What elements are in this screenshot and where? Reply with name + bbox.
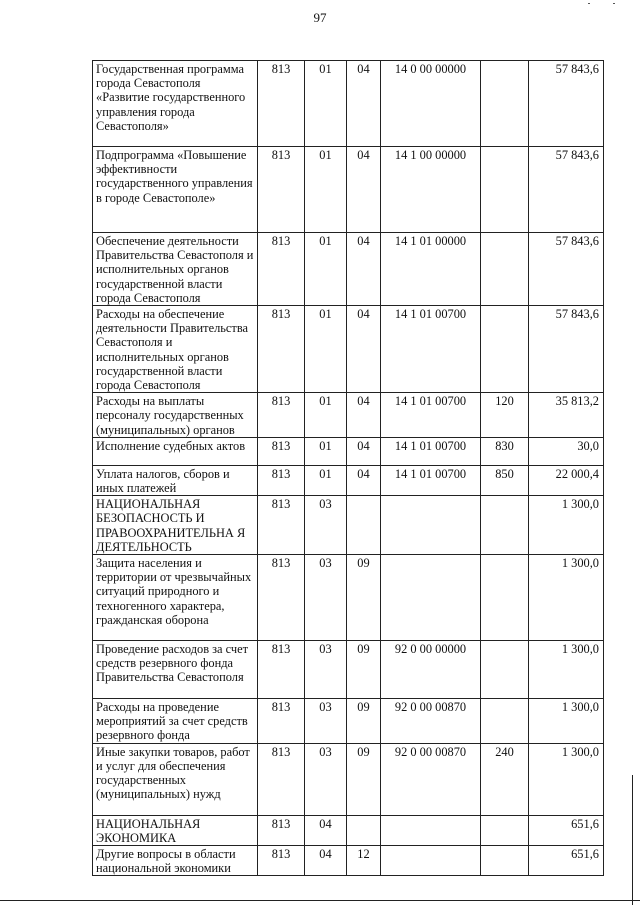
cell-target-article	[381, 846, 481, 876]
cell-subsection: 04	[347, 393, 381, 438]
cell-name: Подпрограмма «Повышение эффективности государственного управления в городе Севастополе»	[93, 147, 258, 233]
cell-expense-type	[481, 496, 529, 555]
cell-amount: 1 300,0	[529, 699, 604, 744]
table-row	[93, 815, 604, 845]
cell-ministry-code: 813	[258, 743, 305, 815]
table-row	[93, 233, 604, 306]
cell-ministry-code: 813	[258, 147, 305, 233]
cell-target-article: 14 1 01 00700	[381, 393, 481, 438]
cell-expense-type: 850	[481, 465, 529, 495]
cell-target-article: 92 0 00 00000	[381, 641, 481, 699]
cell-ministry-code: 813	[258, 815, 305, 845]
budget-table	[92, 60, 604, 876]
cell-ministry-code: 813	[258, 437, 305, 465]
cell-name: Обеспечение деятельности Правительства Севастополя и исполнительных органов государственной власти города Севастополя	[93, 233, 258, 306]
cell-name: Исполнение судебных актов	[93, 437, 258, 465]
cell-subsection: 12	[347, 846, 381, 876]
cell-name: Иные закупки товаров, работ и услуг для обеспечения государственных (муниципальных) нужд	[93, 743, 258, 815]
cell-expense-type: 120	[481, 393, 529, 438]
table-row	[93, 393, 604, 438]
cell-subsection: 04	[347, 233, 381, 306]
cell-ministry-code: 813	[258, 233, 305, 306]
cell-target-article	[381, 555, 481, 641]
cell-name: НАЦИОНАЛЬНАЯ БЕЗОПАСНОСТЬ И ПРАВООХРАНИТЕЛЬНА Я ДЕЯТЕЛЬНОСТЬ	[93, 496, 258, 555]
cell-subsection: 04	[347, 147, 381, 233]
cell-amount: 57 843,6	[529, 61, 604, 147]
cell-amount: 57 843,6	[529, 147, 604, 233]
table-row	[93, 465, 604, 495]
cell-name: Расходы на обеспечение деятельности Правительства Севастополя и исполнительных органов государственной власти города Севастополя	[93, 306, 258, 393]
cell-subsection: 09	[347, 555, 381, 641]
cell-section: 03	[305, 641, 347, 699]
cell-expense-type: 830	[481, 437, 529, 465]
cell-section: 04	[305, 846, 347, 876]
cell-subsection: 04	[347, 465, 381, 495]
cell-subsection	[347, 496, 381, 555]
cell-target-article	[381, 815, 481, 845]
cell-target-article: 14 1 01 00700	[381, 465, 481, 495]
cell-target-article: 14 0 00 00000	[381, 61, 481, 147]
cell-ministry-code: 813	[258, 465, 305, 495]
table-row	[93, 496, 604, 555]
table-row	[93, 641, 604, 699]
cell-expense-type	[481, 233, 529, 306]
cell-amount: 651,6	[529, 815, 604, 845]
cell-amount: 30,0	[529, 437, 604, 465]
cell-subsection: 09	[347, 743, 381, 815]
table-row	[93, 147, 604, 233]
cell-ministry-code: 813	[258, 306, 305, 393]
cell-section: 03	[305, 699, 347, 744]
cell-amount: 57 843,6	[529, 306, 604, 393]
cell-name: Расходы на проведение мероприятий за счет средств резервного фонда	[93, 699, 258, 744]
cell-target-article: 14 1 01 00700	[381, 306, 481, 393]
cell-ministry-code: 813	[258, 61, 305, 147]
cell-subsection: 04	[347, 306, 381, 393]
cell-name: Уплата налогов, сборов и иных платежей	[93, 465, 258, 495]
cell-section: 01	[305, 465, 347, 495]
table-body	[93, 61, 604, 876]
cell-ministry-code: 813	[258, 496, 305, 555]
cell-section: 03	[305, 743, 347, 815]
cell-name: Проведение расходов за счет средств резервного фонда Правительства Севастополя	[93, 641, 258, 699]
cell-ministry-code: 813	[258, 699, 305, 744]
scan-speck	[588, 3, 590, 4]
cell-subsection: 09	[347, 641, 381, 699]
cell-subsection: 09	[347, 699, 381, 744]
scan-edge-line-bottom	[0, 900, 640, 901]
cell-section: 01	[305, 147, 347, 233]
scan-speck	[613, 3, 615, 4]
cell-section: 04	[305, 815, 347, 845]
cell-target-article: 92 0 00 00870	[381, 743, 481, 815]
cell-name: Расходы на выплаты персоналу государственных (муниципальных) органов	[93, 393, 258, 438]
cell-section: 01	[305, 393, 347, 438]
cell-target-article: 14 1 00 00000	[381, 147, 481, 233]
cell-ministry-code: 813	[258, 393, 305, 438]
cell-expense-type	[481, 555, 529, 641]
table-row	[93, 743, 604, 815]
cell-amount: 1 300,0	[529, 641, 604, 699]
cell-expense-type	[481, 61, 529, 147]
cell-expense-type	[481, 699, 529, 744]
cell-name: НАЦИОНАЛЬНАЯ ЭКОНОМИКА	[93, 815, 258, 845]
table-row	[93, 699, 604, 744]
cell-expense-type	[481, 846, 529, 876]
cell-name: Государственная программа города Севастополя «Развитие государственного управления города Севастополя»	[93, 61, 258, 147]
cell-amount: 1 300,0	[529, 743, 604, 815]
cell-expense-type	[481, 306, 529, 393]
page-number: 97	[313, 10, 327, 25]
cell-subsection: 04	[347, 437, 381, 465]
scan-edge-line-right	[632, 775, 633, 905]
cell-target-article: 14 1 01 00700	[381, 437, 481, 465]
cell-amount: 22 000,4	[529, 465, 604, 495]
cell-amount: 57 843,6	[529, 233, 604, 306]
cell-ministry-code: 813	[258, 555, 305, 641]
cell-name: Другие вопросы в области национальной экономики	[93, 846, 258, 876]
table-row	[93, 306, 604, 393]
cell-amount: 1 300,0	[529, 496, 604, 555]
cell-amount: 651,6	[529, 846, 604, 876]
cell-expense-type	[481, 641, 529, 699]
cell-section: 03	[305, 496, 347, 555]
cell-subsection: 04	[347, 61, 381, 147]
cell-section: 03	[305, 555, 347, 641]
cell-expense-type	[481, 815, 529, 845]
cell-target-article	[381, 496, 481, 555]
cell-target-article: 92 0 00 00870	[381, 699, 481, 744]
cell-amount: 35 813,2	[529, 393, 604, 438]
table-row	[93, 846, 604, 876]
table-row	[93, 555, 604, 641]
cell-ministry-code: 813	[258, 641, 305, 699]
table-row	[93, 61, 604, 147]
cell-subsection	[347, 815, 381, 845]
cell-expense-type	[481, 147, 529, 233]
cell-section: 01	[305, 437, 347, 465]
cell-target-article: 14 1 01 00000	[381, 233, 481, 306]
cell-amount: 1 300,0	[529, 555, 604, 641]
cell-expense-type: 240	[481, 743, 529, 815]
cell-section: 01	[305, 306, 347, 393]
cell-ministry-code: 813	[258, 846, 305, 876]
cell-name: Защита населения и территории от чрезвычайных ситуаций природного и техногенного характера, гражданская оборона	[93, 555, 258, 641]
cell-section: 01	[305, 233, 347, 306]
table-row	[93, 437, 604, 465]
cell-section: 01	[305, 61, 347, 147]
